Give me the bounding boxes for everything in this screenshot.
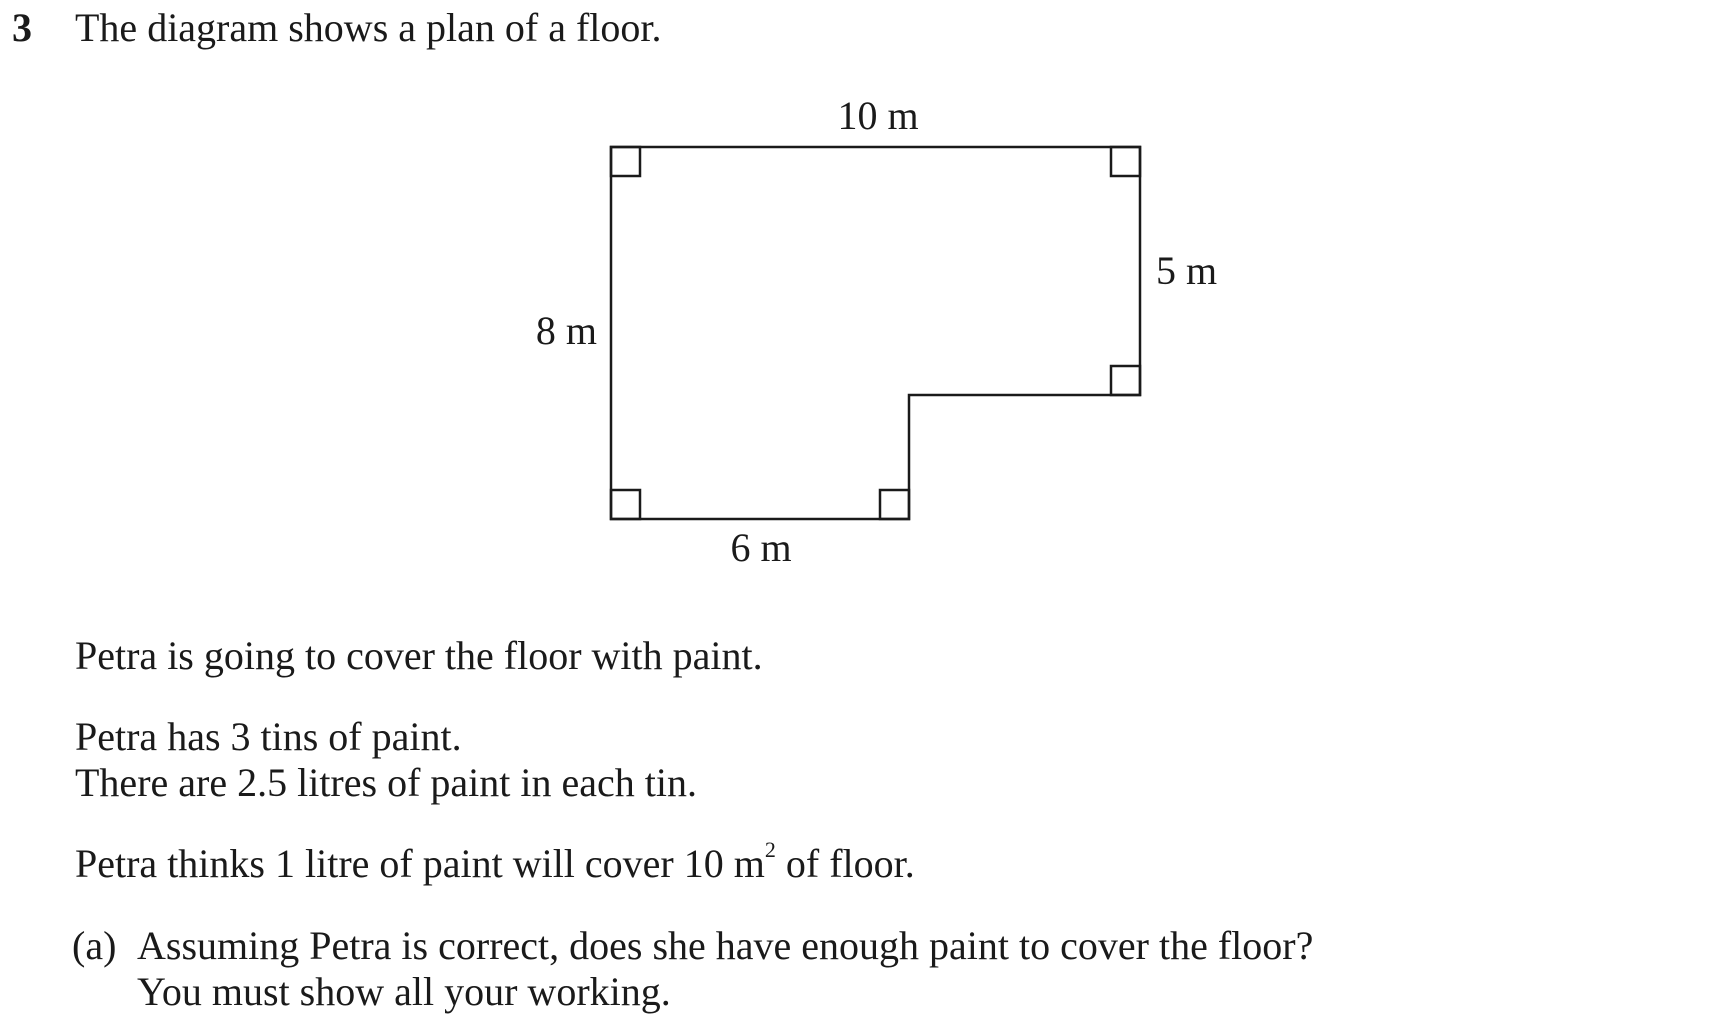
- squared-superscript: 2: [764, 837, 776, 862]
- part-a-label: (a): [72, 923, 117, 968]
- part-a-question: Assuming Petra is correct, does she have enough paint to cover the floor?: [137, 923, 1314, 968]
- label-bottom: 6 m: [730, 525, 792, 570]
- coverage-text: Petra thinks 1 litre of paint will cover 10 m: [75, 841, 765, 886]
- paragraph-tins: Petra has 3 tins of paint.: [75, 714, 462, 759]
- right-angle-marker-top-right: [1111, 147, 1140, 176]
- right-angle-marker-right-inner: [1111, 366, 1140, 395]
- label-right: 5 m: [1156, 248, 1218, 293]
- paragraph-coverage: [75, 837, 915, 894]
- paragraph-cover-floor: Petra is going to cover the floor with paint.: [75, 633, 763, 678]
- label-top: 10 m: [837, 93, 919, 138]
- right-angle-marker-top-left: [611, 147, 640, 176]
- question-number: 3: [12, 5, 32, 50]
- question-intro: The diagram shows a plan of a floor.: [75, 5, 662, 50]
- paragraph-litres: There are 2.5 litres of paint in each tin.: [75, 760, 697, 805]
- right-angle-marker-bottom-left: [611, 490, 640, 519]
- right-angle-marker-bottom-step: [880, 490, 909, 519]
- label-left: 8 m: [535, 308, 597, 353]
- floor-outline: [611, 147, 1140, 519]
- coverage-text-end: of floor.: [775, 841, 915, 886]
- part-a-instruction: You must show all your working.: [137, 969, 671, 1014]
